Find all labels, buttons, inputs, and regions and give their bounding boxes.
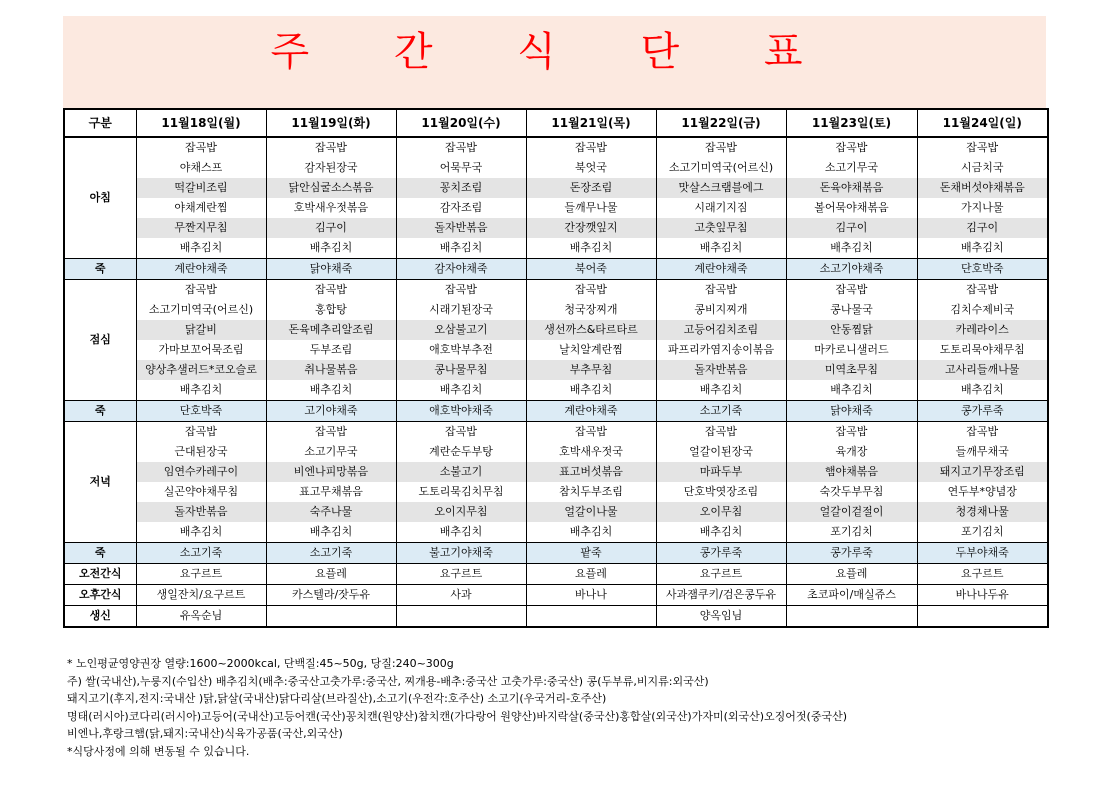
menu-item: 요구르트 <box>136 564 266 585</box>
menu-item: 요플레 <box>266 564 396 585</box>
menu-item: 볼어묵야채볶음 <box>786 198 917 218</box>
menu-item: 돌자반볶음 <box>396 218 526 238</box>
menu-item: 떡갈비조림 <box>136 178 266 198</box>
menu-item: 배추김치 <box>656 522 786 543</box>
menu-item: 닭야채죽 <box>266 259 396 280</box>
menu-item: 포기김치 <box>786 522 917 543</box>
menu-item: 부추무침 <box>526 360 656 380</box>
menu-item: 배추김치 <box>786 238 917 259</box>
menu-item: 바나나 <box>526 585 656 606</box>
pm_snack-label: 오후간식 <box>64 585 136 606</box>
menu-item: 닭갈비 <box>136 320 266 340</box>
menu-item: 배추김치 <box>526 380 656 401</box>
menu-item: 잡곡밥 <box>656 137 786 158</box>
menu-item: 초코파이/매실쥬스 <box>786 585 917 606</box>
menu-item: 배추김치 <box>786 380 917 401</box>
menu-item: 배추김치 <box>136 238 266 259</box>
menu-item: 김구이 <box>917 218 1048 238</box>
menu-item: 유옥순님 <box>136 606 266 628</box>
menu-item: 배추김치 <box>526 238 656 259</box>
menu-item: 날치알계란찜 <box>526 340 656 360</box>
menu-item: 파프리카염지송이볶음 <box>656 340 786 360</box>
menu-item: 콩비지찌개 <box>656 300 786 320</box>
table-row <box>64 320 1048 340</box>
menu-item: 단호박죽 <box>917 259 1048 280</box>
pm_snack-row <box>64 585 1048 606</box>
menu-item: 잡곡밥 <box>526 137 656 158</box>
menu-item: 마파두부 <box>656 462 786 482</box>
menu-item: 소고기죽 <box>656 401 786 422</box>
note-line: *식당사정에 의해 변동될 수 있습니다. <box>67 744 250 758</box>
menu-item <box>266 606 396 628</box>
menu-item: 양상추샐러드*코오슬로 <box>136 360 266 380</box>
birthday-row <box>64 606 1048 628</box>
menu-item: 소고기야채죽 <box>786 259 917 280</box>
menu-item: 배추김치 <box>917 380 1048 401</box>
menu-item: 취나물볶음 <box>266 360 396 380</box>
menu-item: 호박새우젓볶음 <box>266 198 396 218</box>
menu-item: 콩나물국 <box>786 300 917 320</box>
menu-item: 사과 <box>396 585 526 606</box>
note-line: 비엔나,후랑크햄(닭,돼지:국내산)식육가공품(국산,외국산) <box>67 727 343 740</box>
porridge3-row <box>64 543 1048 564</box>
menu-item: 잡곡밥 <box>526 422 656 443</box>
day-header: 11월22일(금) <box>656 109 786 137</box>
menu-item: 계란야채죽 <box>656 259 786 280</box>
table-row <box>64 380 1048 401</box>
porridge2-label: 죽 <box>64 401 136 422</box>
menu-item: 가지나물 <box>917 198 1048 218</box>
table-row <box>64 300 1048 320</box>
menu-item: 애호박야채죽 <box>396 401 526 422</box>
menu-item: 얼갈이나물 <box>526 502 656 522</box>
menu-item: 배추김치 <box>266 238 396 259</box>
menu-item: 두부야채죽 <box>917 543 1048 564</box>
menu-item: 연두부*양념장 <box>917 482 1048 502</box>
menu-item: 잡곡밥 <box>786 137 917 158</box>
header-label: 구분 <box>64 109 136 137</box>
menu-item: 청국장찌개 <box>526 300 656 320</box>
lunch-label: 점심 <box>64 280 136 401</box>
menu-item: 배추김치 <box>396 522 526 543</box>
menu-item: 무짠지무침 <box>136 218 266 238</box>
menu-item: 잡곡밥 <box>656 280 786 301</box>
menu-item: 배추김치 <box>526 522 656 543</box>
menu-item: 북엇국 <box>526 158 656 178</box>
menu-item: 도토리묵야채무침 <box>917 340 1048 360</box>
menu-item: 육개장 <box>786 442 917 462</box>
menu-item: 잡곡밥 <box>396 137 526 158</box>
menu-item: 생일잔치/요구르트 <box>136 585 266 606</box>
menu-item: 닭야채죽 <box>786 401 917 422</box>
table-row <box>64 522 1048 543</box>
table-row <box>64 158 1048 178</box>
menu-item: 소불고기 <box>396 462 526 482</box>
menu-item: 소고기무국 <box>266 442 396 462</box>
menu-item: 고사리들깨나물 <box>917 360 1048 380</box>
menu-item: 불고기야채죽 <box>396 543 526 564</box>
menu-item: 잡곡밥 <box>656 422 786 443</box>
menu-item: 돈채버섯야채볶음 <box>917 178 1048 198</box>
menu-item: 햄야채볶음 <box>786 462 917 482</box>
menu-item: 안동찜닭 <box>786 320 917 340</box>
breakfast-label: 아침 <box>64 137 136 259</box>
menu-item <box>917 606 1048 628</box>
day-header: 11월23일(토) <box>786 109 917 137</box>
table-row <box>64 238 1048 259</box>
am_snack-label: 오전간식 <box>64 564 136 585</box>
menu-item: 돌자반볶음 <box>656 360 786 380</box>
menu-item: 고춧잎무침 <box>656 218 786 238</box>
menu-item: 잡곡밥 <box>917 280 1048 301</box>
menu-item: 콩가루죽 <box>786 543 917 564</box>
menu-item: 시래기된장국 <box>396 300 526 320</box>
menu-item: 임연수카레구이 <box>136 462 266 482</box>
menu-item: 간장깻잎지 <box>526 218 656 238</box>
menu-item: 배추김치 <box>396 238 526 259</box>
note-line: 돼지고기(후지,전지:국내산 )닭,닭살(국내산)닭다리살(브라질산),소고기(우전각:호주산) 소고기(우국거리-호주산) <box>67 692 607 705</box>
menu-item <box>786 606 917 628</box>
menu-item: 애호박부추전 <box>396 340 526 360</box>
menu-item: 잡곡밥 <box>786 422 917 443</box>
page-title: 주 간 식 단 표 <box>270 29 839 75</box>
menu-item: 야채계란찜 <box>136 198 266 218</box>
menu-item: 감자조림 <box>396 198 526 218</box>
menu-item: 바나나두유 <box>917 585 1048 606</box>
porridge2-row <box>64 401 1048 422</box>
menu-item: 요구르트 <box>656 564 786 585</box>
menu-item: 팥죽 <box>526 543 656 564</box>
menu-item: 잡곡밥 <box>136 422 266 443</box>
menu-item: 잡곡밥 <box>917 422 1048 443</box>
menu-item: 잡곡밥 <box>396 280 526 301</box>
menu-item: 배추김치 <box>656 380 786 401</box>
menu-item: 들깨무채국 <box>917 442 1048 462</box>
menu-item: 잡곡밥 <box>266 422 396 443</box>
menu-item: 잡곡밥 <box>786 280 917 301</box>
menu-item: 배추김치 <box>136 522 266 543</box>
table-row <box>64 502 1048 522</box>
menu-item: 배추김치 <box>396 380 526 401</box>
menu-item: 표고무채볶음 <box>266 482 396 502</box>
menu-item: 계란야채죽 <box>136 259 266 280</box>
menu-item: 잡곡밥 <box>266 280 396 301</box>
menu-item: 홍합탕 <box>266 300 396 320</box>
notes-section <box>67 655 1067 760</box>
menu-item: 포기김치 <box>917 522 1048 543</box>
menu-item: 닭안심굴소스볶음 <box>266 178 396 198</box>
menu-item: 콩나물무침 <box>396 360 526 380</box>
note-line: * 노인평균영양권장 열량:1600~2000kcal, 단백질:45~50g, 당질:240~300g <box>67 657 454 670</box>
menu-item: 김구이 <box>786 218 917 238</box>
menu-item: 근대된장국 <box>136 442 266 462</box>
note-line: 주) 쌀(국내산),누룽지(수입산) 배추김치(배추:중국산고춧가루:중국산, 찌개용-배추:중국산 고춧가루:중국산) 콩(두부류,비지류:외국산) <box>67 674 709 688</box>
am_snack-row <box>64 564 1048 585</box>
menu-item: 시금치국 <box>917 158 1048 178</box>
menu-item: 배추김치 <box>266 380 396 401</box>
menu-item: 얼갈이된장국 <box>656 442 786 462</box>
menu-item: 실곤약야채무침 <box>136 482 266 502</box>
menu-item: 배추김치 <box>656 238 786 259</box>
menu-item: 고등어김치조림 <box>656 320 786 340</box>
menu-item: 계란순두부탕 <box>396 442 526 462</box>
table-row <box>64 218 1048 238</box>
menu-item: 돈육메추리알조림 <box>266 320 396 340</box>
menu-item: 어묵무국 <box>396 158 526 178</box>
menu-item: 야채스프 <box>136 158 266 178</box>
menu-item: 잡곡밥 <box>136 280 266 301</box>
menu-item: 두부조림 <box>266 340 396 360</box>
menu-item: 김치수제비국 <box>917 300 1048 320</box>
menu-item: 돈장조림 <box>526 178 656 198</box>
menu-item: 배추김치 <box>917 238 1048 259</box>
table-row <box>64 462 1048 482</box>
note-line: 명태(러시아)코다리(러시아)고등어(국내산)고등어캔(국산)꽁치캔(원양산)참치캔(가다랑어 원양산)바지락살(중국산)홍합살(외국산)가자미(외국산)오징어젓(중국산) <box>67 709 848 723</box>
menu-item: 숙주나물 <box>266 502 396 522</box>
title-banner <box>63 16 1046 108</box>
menu-item: 미역초무침 <box>786 360 917 380</box>
menu-item: 잡곡밥 <box>917 137 1048 158</box>
table-row <box>64 422 1048 443</box>
menu-item: 감자야채죽 <box>396 259 526 280</box>
menu-item: 맛살스크램블에그 <box>656 178 786 198</box>
menu-item: 소고기미역국(어르신) <box>656 158 786 178</box>
menu-item: 소고기죽 <box>136 543 266 564</box>
menu-item: 김구이 <box>266 218 396 238</box>
menu-item: 잡곡밥 <box>526 280 656 301</box>
table-row <box>64 442 1048 462</box>
menu-item: 계란야채죽 <box>526 401 656 422</box>
menu-item: 생선까스&타르타르 <box>526 320 656 340</box>
menu-item: 단호박죽 <box>136 401 266 422</box>
menu-item: 돈육야채볶음 <box>786 178 917 198</box>
menu-item: 북어죽 <box>526 259 656 280</box>
table-row <box>64 198 1048 218</box>
menu-item: 요구르트 <box>396 564 526 585</box>
menu-item: 도토리묵김치무침 <box>396 482 526 502</box>
menu-item: 요플레 <box>786 564 917 585</box>
menu-item: 참치두부조림 <box>526 482 656 502</box>
menu-item: 비엔나피망볶음 <box>266 462 396 482</box>
menu-item: 사과잼쿠키/검은콩두유 <box>656 585 786 606</box>
day-header: 11월24일(일) <box>917 109 1048 137</box>
menu-item: 숙갓두부무침 <box>786 482 917 502</box>
menu-item: 콩가루죽 <box>656 543 786 564</box>
porridge1-label: 죽 <box>64 259 136 280</box>
menu-item: 얼갈이겉절이 <box>786 502 917 522</box>
menu-item: 잡곡밥 <box>136 137 266 158</box>
menu-item: 시래기지짐 <box>656 198 786 218</box>
porridge3-label: 죽 <box>64 543 136 564</box>
table-row <box>64 137 1048 158</box>
menu-item: 배추김치 <box>266 522 396 543</box>
menu-item: 잡곡밥 <box>266 137 396 158</box>
birthday-label: 생신 <box>64 606 136 628</box>
dinner-label: 저녁 <box>64 422 136 543</box>
menu-item: 고기야채죽 <box>266 401 396 422</box>
menu-item: 감자된장국 <box>266 158 396 178</box>
menu-item: 소고기무국 <box>786 158 917 178</box>
menu-item: 오이무침 <box>656 502 786 522</box>
menu-item: 잡곡밥 <box>396 422 526 443</box>
table-row <box>64 340 1048 360</box>
menu-item: 돌자반볶음 <box>136 502 266 522</box>
menu-item: 소고기죽 <box>266 543 396 564</box>
menu-item: 표고버섯볶음 <box>526 462 656 482</box>
table-row <box>64 482 1048 502</box>
header-row <box>64 109 1048 137</box>
menu-item: 청경채나물 <box>917 502 1048 522</box>
menu-item <box>396 606 526 628</box>
menu-item: 들깨무나물 <box>526 198 656 218</box>
day-header: 11월18일(월) <box>136 109 266 137</box>
porridge1-row <box>64 259 1048 280</box>
menu-item: 소고기미역국(어르신) <box>136 300 266 320</box>
menu-item: 요구르트 <box>917 564 1048 585</box>
menu-item: 카레라이스 <box>917 320 1048 340</box>
menu-item <box>526 606 656 628</box>
day-header: 11월19일(화) <box>266 109 396 137</box>
menu-item: 오삼불고기 <box>396 320 526 340</box>
menu-item: 카스텔라/잣두유 <box>266 585 396 606</box>
menu-item: 돼지고기무장조림 <box>917 462 1048 482</box>
day-header: 11월20일(수) <box>396 109 526 137</box>
table-row <box>64 178 1048 198</box>
menu-item: 양옥임님 <box>656 606 786 628</box>
table-row <box>64 360 1048 380</box>
menu-item: 마카로니샐러드 <box>786 340 917 360</box>
menu-item: 오이지무침 <box>396 502 526 522</box>
menu-item: 꽁치조림 <box>396 178 526 198</box>
menu-item: 배추김치 <box>136 380 266 401</box>
menu-item: 단호박엿장조림 <box>656 482 786 502</box>
table-row <box>64 280 1048 301</box>
menu-item: 요플레 <box>526 564 656 585</box>
day-header: 11월21일(목) <box>526 109 656 137</box>
menu-item: 콩가루죽 <box>917 401 1048 422</box>
menu-item: 호박새우젓국 <box>526 442 656 462</box>
menu-item: 가마보꼬어묵조림 <box>136 340 266 360</box>
weekly-menu-table <box>63 108 1049 628</box>
